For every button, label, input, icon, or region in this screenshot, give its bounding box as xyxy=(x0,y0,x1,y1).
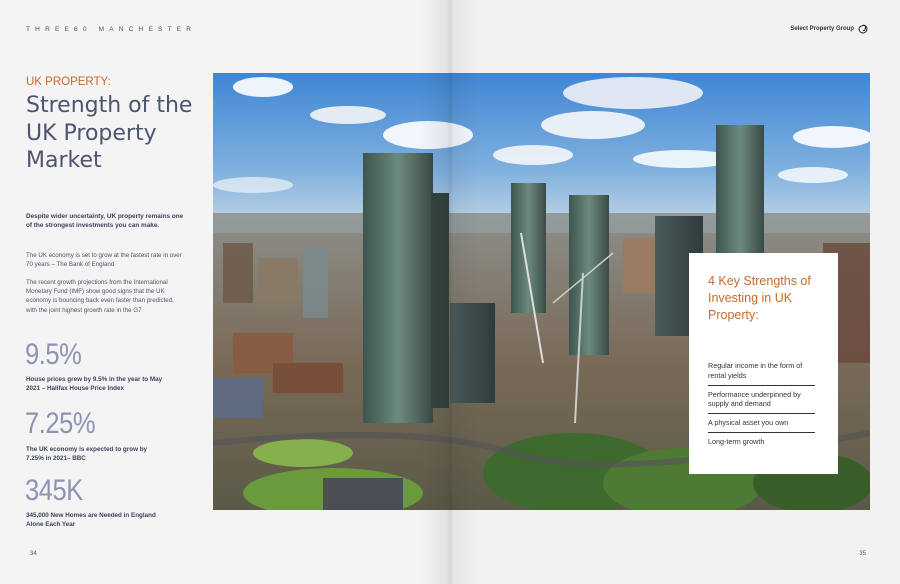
lead-paragraph: Despite wider uncertainty, UK property remains one of the strongest investments you can make. xyxy=(26,213,184,230)
stat-value: 9.5% xyxy=(25,338,82,371)
brand-header: THREE60 MANCHESTER xyxy=(26,26,197,33)
strengths-list xyxy=(708,361,815,455)
stat-caption: The UK economy is expected to grow by 7.25% in 2021– BBC xyxy=(26,446,148,462)
stat-value: 345K xyxy=(25,474,83,507)
page-number-right: 35 xyxy=(859,551,866,557)
stat-caption: House prices grew by 9.5% in the year to May 2021 – Halifax House Price Index xyxy=(26,376,163,392)
spiral-logo-icon xyxy=(858,24,868,34)
list-item: Performance underpinned by supply and demand xyxy=(708,390,815,415)
body-paragraph: The recent growth projections from the International Monetary Fund (IMF) show good signs that the UK economy is bouncing back even faster than predicted, with the joint highest growth rate in the G7 xyxy=(26,279,174,314)
page-number-left: 34 xyxy=(30,551,37,557)
list-item: Long-term growth xyxy=(708,436,765,446)
stat-value: 7.25% xyxy=(25,407,96,440)
key-strengths-panel xyxy=(689,253,838,474)
page-title: Strength of the UK Property Market xyxy=(26,93,193,173)
stat-caption: 345,000 New Homes are Needed in England Alone Each Year xyxy=(26,512,156,528)
list-item: Regular income in the form of rental yields xyxy=(708,361,815,386)
section-kicker: UK PROPERTY: xyxy=(26,76,111,88)
publisher-header xyxy=(790,24,868,34)
list-item: A physical asset you own xyxy=(708,418,815,433)
panel-title: 4 Key Strengths of Investing in UK Property: xyxy=(708,274,811,322)
publisher-name: Select Property Group xyxy=(790,26,854,32)
body-paragraph: The UK economy is set to grow at the fastest rate in over 70 years – The Bank of England xyxy=(26,252,182,269)
